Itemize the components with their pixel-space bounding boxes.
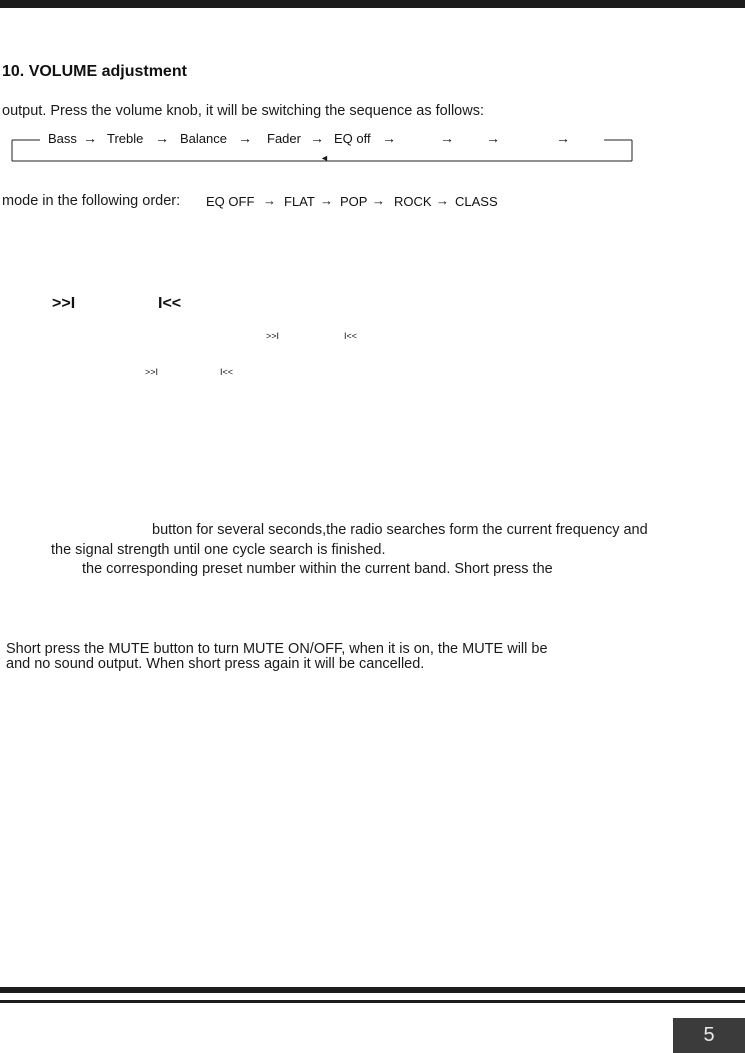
arrow-icon: → xyxy=(155,130,169,146)
arrow-icon: → xyxy=(320,193,333,208)
top-rule xyxy=(0,0,745,8)
seek-text-line-2: the signal strength until one cycle search is finished. xyxy=(51,542,386,558)
seek-text-line-3: the corresponding preset number within the current band. Short press the xyxy=(82,561,553,577)
eq-item-class: CLASS xyxy=(455,194,498,209)
arrow-icon: → xyxy=(440,130,454,146)
arrow-icon: → xyxy=(382,130,396,146)
arrow-icon: → xyxy=(372,193,385,208)
previous-track-symbol: I<< xyxy=(158,295,182,312)
arrow-icon: → xyxy=(263,193,276,208)
eq-lead-text: mode in the following order: xyxy=(2,193,181,209)
eq-item-off: EQ OFF xyxy=(206,194,255,209)
next-track-symbol: >>I xyxy=(145,367,159,377)
return-arrow-icon: ◄ xyxy=(320,153,329,163)
next-track-symbol: >>I xyxy=(266,331,280,341)
volume-intro-text: output. Press the volume knob, it will be switching the sequence as follows: xyxy=(2,103,484,119)
sequence-item-balance: Balance xyxy=(180,131,227,146)
eq-item-flat: FLAT xyxy=(284,194,315,209)
eq-item-pop: POP xyxy=(340,194,368,209)
footer-rule-thin xyxy=(0,1000,745,1003)
next-track-symbol: >>I xyxy=(52,295,76,312)
page-number: 5 xyxy=(703,1024,715,1046)
sequence-item-treble: Treble xyxy=(107,131,144,146)
sequence-item-bass: Bass xyxy=(48,131,77,146)
footer-rule-thick xyxy=(0,987,745,993)
arrow-icon: → xyxy=(238,130,252,146)
mute-text-line-1: Short press the MUTE button to turn MUTE ON/OFF, when it is on, the MUTE will be xyxy=(6,641,548,657)
page-number-badge xyxy=(673,1018,745,1053)
seek-text-line-1: button for several seconds,the radio searches form the current frequency and xyxy=(152,522,648,538)
arrow-icon: → xyxy=(556,130,570,146)
section-heading: 10. VOLUME adjustment xyxy=(2,63,187,80)
eq-item-rock: ROCK xyxy=(394,194,432,209)
arrow-icon: → xyxy=(83,130,97,146)
previous-track-symbol: I<< xyxy=(344,331,358,341)
sequence-diagram xyxy=(0,129,745,169)
mute-text-line-2: and no sound output. When short press again it will be cancelled. xyxy=(6,656,425,672)
sequence-item-eq-off: EQ off xyxy=(334,131,371,146)
arrow-icon: → xyxy=(436,193,449,208)
arrow-icon: → xyxy=(486,130,500,146)
arrow-icon: → xyxy=(310,130,324,146)
sequence-item-fader: Fader xyxy=(267,131,301,146)
previous-track-symbol: I<< xyxy=(220,367,234,377)
